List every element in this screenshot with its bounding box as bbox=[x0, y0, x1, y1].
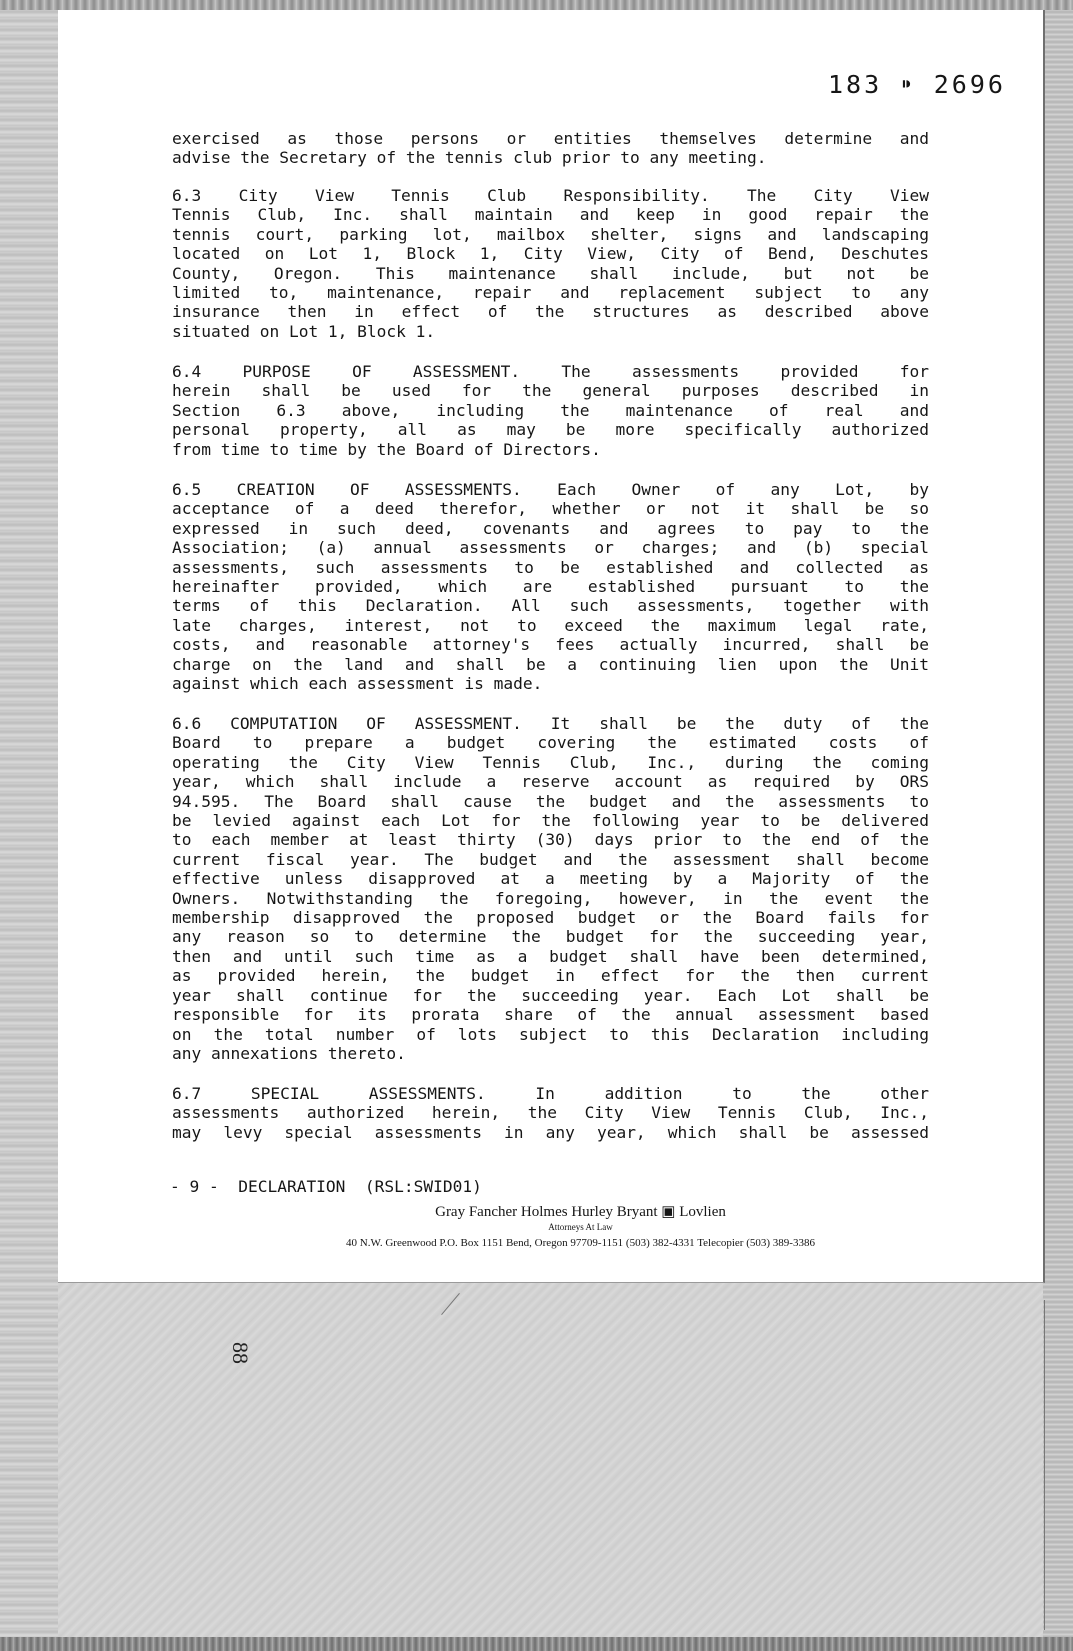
page-reference: 183 ⁍ 2696 bbox=[828, 70, 1006, 99]
paragraph-continuation bbox=[172, 129, 929, 168]
text-line: assessments authorized herein, the City View Tennis Club, Inc., bbox=[172, 1103, 929, 1123]
text-line: from time to time by the Board of Directors. bbox=[172, 439, 601, 459]
text-line: 6.7 SPECIAL ASSESSMENTS. In addition to the other bbox=[172, 1084, 929, 1103]
text-line: Association; (a) annual assessments or charges; and (b) special bbox=[172, 538, 929, 558]
paragraph-6-7 bbox=[172, 1084, 929, 1142]
scan-edge-bottom bbox=[0, 1637, 1073, 1651]
text-line: late charges, interest, not to exceed the maximum legal rate, bbox=[172, 615, 929, 635]
text-line: on the total number of lots subject to this Declaration including bbox=[172, 1024, 929, 1044]
document-page bbox=[58, 8, 1045, 1283]
text-line: Tennis Club, Inc. shall maintain and keep in good repair the bbox=[172, 205, 929, 225]
text-line: located on Lot 1, Block 1, City View, City of Bend, Deschutes bbox=[172, 244, 929, 264]
pen-stroke bbox=[1044, 1300, 1045, 1630]
text-line: 6.5 CREATION OF ASSESSMENTS. Each Owner of any Lot, by bbox=[172, 480, 929, 499]
paragraph-6-5 bbox=[172, 480, 929, 693]
text-line: to each member at least thirty (30) days prior to the end of the bbox=[172, 830, 929, 850]
scan-background bbox=[58, 1282, 1043, 1637]
text-line: exercised as those persons or entities themselves determine and bbox=[172, 129, 929, 148]
text-line: terms of this Declaration. All such assessments, together with bbox=[172, 596, 929, 616]
text-line: effective unless disapproved at a meeting by a Majority of the bbox=[172, 869, 929, 889]
scan-edge-left bbox=[0, 0, 58, 1651]
text-line: against which each assessment is made. bbox=[172, 674, 543, 694]
scan-edge-top bbox=[0, 0, 1073, 10]
text-line: Section 6.3 above, including the maintenance of real and bbox=[172, 400, 929, 420]
text-line: 6.3 City View Tennis Club Responsibility. The City View bbox=[172, 186, 929, 205]
text-line: tennis court, parking lot, mailbox shelter, signs and landscaping bbox=[172, 224, 929, 244]
text-line: advise the Secretary of the tennis club prior to any meeting. bbox=[172, 148, 767, 168]
text-line: costs, and reasonable attorney's fees actually incurred, shall be bbox=[172, 635, 929, 655]
text-line: herein shall be used for the general purposes described in bbox=[172, 381, 929, 401]
text-line: insurance then in effect of the structures as described above bbox=[172, 302, 929, 322]
text-line: be levied against each Lot for the following year to be delivered bbox=[172, 811, 929, 831]
text-line: current fiscal year. The budget and the assessment shall become bbox=[172, 849, 929, 869]
law-firm-subtitle: Attorneys At Law bbox=[548, 1222, 613, 1232]
text-line: charge on the land and shall be a continuing lien upon the Unit bbox=[172, 654, 929, 674]
text-line: membership disapproved the proposed budget or the Board fails for bbox=[172, 908, 929, 928]
scan-edge-right bbox=[1043, 0, 1073, 1651]
text-line: limited to, maintenance, repair and replacement subject to any bbox=[172, 283, 929, 303]
paragraph-6-4 bbox=[172, 362, 929, 459]
paragraph-6-6 bbox=[172, 714, 929, 1063]
text-line: situated on Lot 1, Block 1. bbox=[172, 321, 436, 341]
margin-mark: 88 bbox=[228, 1342, 253, 1364]
text-line: Board to prepare a budget covering the estimated costs of bbox=[172, 733, 929, 753]
footer-page-label: - 9 - DECLARATION (RSL:SWID01) bbox=[170, 1177, 482, 1196]
law-firm-address: 40 N.W. Greenwood P.O. Box 1151 Bend, Oregon 97709-1151 (503) 382-4331 Telecopier (503) 389-3386 bbox=[346, 1237, 815, 1249]
text-line: any reason so to determine the budget for the succeeding year, bbox=[172, 927, 929, 947]
text-line: may levy special assessments in any year, which shall be assessed bbox=[172, 1122, 929, 1142]
text-line: responsible for its prorata share of the annual assessment based bbox=[172, 1005, 929, 1025]
text-line: any annexations thereto. bbox=[172, 1043, 406, 1063]
text-line: 6.6 COMPUTATION OF ASSESSMENT. It shall be the duty of the bbox=[172, 714, 929, 733]
text-line: year shall continue for the succeeding year. Each Lot shall be bbox=[172, 985, 929, 1005]
text-line: acceptance of a deed therefor, whether or not it shall be so bbox=[172, 499, 929, 519]
text-line: operating the City View Tennis Club, Inc., during the coming bbox=[172, 752, 929, 772]
text-line: 94.595. The Board shall cause the budget and the assessments to bbox=[172, 791, 929, 811]
text-line: County, Oregon. This maintenance shall include, but not be bbox=[172, 263, 929, 283]
text-line: as provided herein, the budget in effect for the then current bbox=[172, 966, 929, 986]
law-firm-name: Gray Fancher Holmes Hurley Bryant ▣ Lovlien bbox=[435, 1204, 726, 1220]
paragraph-6-3 bbox=[172, 186, 929, 341]
text-line: Owners. Notwithstanding the foregoing, however, in the event the bbox=[172, 888, 929, 908]
text-line: assessments, such assessments to be established and collected as bbox=[172, 557, 929, 577]
text-line: year, which shall include a reserve account as required by ORS bbox=[172, 772, 929, 792]
text-line: personal property, all as may be more specifically authorized bbox=[172, 420, 929, 440]
text-line: hereinafter provided, which are established pursuant to the bbox=[172, 577, 929, 597]
text-line: then and until such time as a budget shall have been determined, bbox=[172, 946, 929, 966]
text-line: 6.4 PURPOSE OF ASSESSMENT. The assessments provided for bbox=[172, 362, 929, 381]
text-line: expressed in such deed, covenants and agrees to pay to the bbox=[172, 518, 929, 538]
